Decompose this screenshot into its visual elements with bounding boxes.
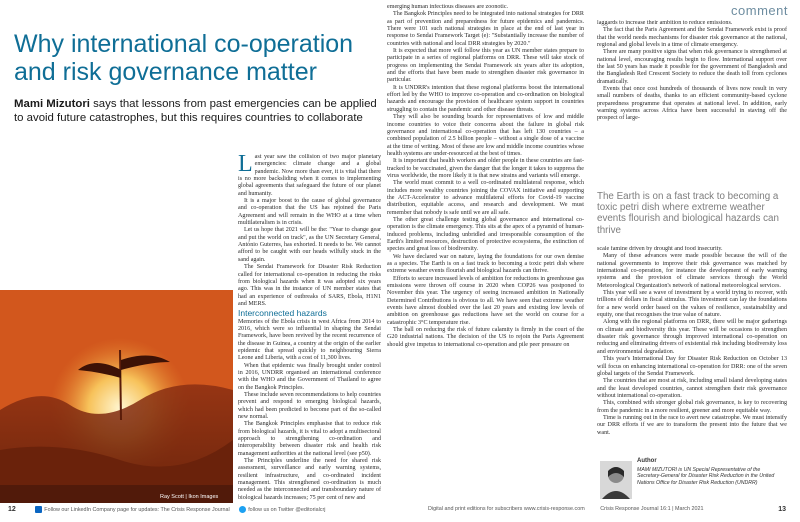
col3b-para-7: Time is running out in the race to avert new catastrophe. We must intensify our DRR efforts if we are to transform the present into the future that we want. xyxy=(597,414,787,436)
col2-para-5: It is important that health workers and older people in these countries are fast-tracked to be vaccinated, given the danger that the longer it takes to suppress the virus worldwide, the more likely it is that new strains and variants will emerge. xyxy=(387,158,584,179)
twitter-icon xyxy=(239,506,246,513)
col2-para-3: It is UNDRR's intention that these regional platforms boost the international effort led by the WHO to improve co-operation and co-ordination on biological hazards and encourage the provision of healthcare system support in countries struggling to contain the pandemic and other disease threats. xyxy=(387,84,584,113)
col1b-para-2: These include seven recommendations to help countries prevent and respond to emerging biological hazards, which had been predicted to become part of the so-called new normal. xyxy=(238,392,381,421)
col2-para-8: We have declared war on nature, laying the foundations for our own demise as a species. The Earth is on a fast track to becoming a toxic petri dish where extreme weather events flourish and biological hazards can thrive. xyxy=(387,253,584,275)
dropcap: L xyxy=(238,154,253,177)
col2-para-4: They will also be sounding boards for representatives of low and middle income countries to voice their concerns about the failure in global risk governance and international co-operation that has left 130 countries – a combined population of 2.5 billion people – without a single dose of a vaccine at the time of writing. Most of these are low and middle income countries whose health systems are under-resourced at the best of times. xyxy=(387,114,584,157)
column-2 xyxy=(387,4,584,504)
linkedin-link[interactable]: Follow our LinkedIn Company page for updates: The Crisis Response Journal xyxy=(35,507,231,513)
col2-para-7: The other great challenge testing global governance and international co-operation is the climate emergency. This sits at the apex of a pyramid of human-induced problems, including unbridled and irresponsible consumption of the Earth's limited resources, destruction of protective ecosystems, the extinction of species and great loss of biodiversity. xyxy=(387,216,584,253)
column-1 xyxy=(238,154,381,502)
twitter-link[interactable]: follow us on Twitter @editorialcrj xyxy=(239,507,325,513)
pull-quote: The Earth is on a fast track to becoming a toxic petri dish where extreme weather events flourish and biological hazards can thrive xyxy=(597,191,779,236)
section-tag: comment xyxy=(731,3,788,18)
col3b-para-2: This year will see a wave of investment by a world trying to recover, with trillions of dollars in fiscal stimulus. This investment can lay the foundations for a new world order based on the values of resilience, sustainability and equity, one that recognises the true value of nature. xyxy=(597,290,787,319)
col1-para-3: The Sendai Framework for Disaster Risk Reduction called for international co-operation in reducing the risks from biological hazards when it was adopted six years ago. This was in the instance of UN member states that had an experience of outbreaks of SARS, Ebola, H1N1 and MERS. xyxy=(238,264,381,307)
standfirst-text: says that lessons from past emergencies can be applied to avoid future catastrophes, but this requires countries to collaborate xyxy=(14,98,377,124)
subhead-interconnected-hazards: Interconnected hazards xyxy=(238,308,327,319)
photo-credit: Ray Scott | Ikon Images xyxy=(160,494,219,500)
col2-para-0: emerging human infectious diseases are zoonotic. xyxy=(387,4,509,10)
col3-para-0: laggards to increase their ambition to reduce emissions. xyxy=(597,20,733,26)
col2-para-6: The world must commit to a well co-ordinated multilateral response, which includes more wealthy countries joining the COVAX initiative and supporting the ACT-Accelerator to advance multilateral efforts for Covid-19 vaccine distribution, equitable access, and research and development. We must remember that nobody is safe until we are all safe. xyxy=(387,180,584,216)
author-bio: MAMI MIZUTORI is UN Special Representative of the Secretary-General for Disaster Risk Reduction in the United Nations Office for Disaster Risk Reduction (UNDRR) xyxy=(637,467,775,486)
col1b-para-4: The Principles underline the need for shared risk assessment, surveillance and early warning systems, resilient infrastructure, and co-ordinated incident management. This strengthened co-ordination is much needed as the interconnected and transboundary nature of biological hazards increases; 75 per cent of new and xyxy=(238,458,381,501)
col2-para-2: It is expected that more will follow this year as UN member states prepare to participate in a series of regional platforms on DRR. These will take stock of progress on implementing the Sendai Framework six years after its adoption, and the efforts that have been made to strengthen disaster risk governance in particular. xyxy=(387,48,584,84)
col3b-para-1: Many of these advances were made possible because the will of the national governments to improve their risk governance was matched by international co-operation, for instance the development of early warning systems and the provision of climate services through the World Meteorological Organization's network of national meteorological services. xyxy=(597,253,787,289)
journal-issue: Crisis Response Journal 16:1 | March 2021 xyxy=(600,506,704,512)
linkedin-icon xyxy=(35,506,42,513)
col1-para-2: Let us hope that 2021 will be the: "Year to change gear and put the world on track", as the UN Secretary General, António Guterres, has exhorted. It needs to be. We cannot afford to be caught with our heads wilfully stuck in the sand again. xyxy=(238,227,381,263)
col3-para-1: The fact that the Paris Agreement and the Sendai Framework exist is proof that the world needs mechanisms for disaster risk governance at the national, regional and global levels in a time of climate emergency. xyxy=(597,27,787,49)
col2-para-10: The ball on reducing the risk of future calamity is firmly in the court of the G20 industrial nations. The decision of the US to rejoin the Paris Agreement should give impetus to international co-operation and pile peer pressure on xyxy=(387,327,584,348)
footer-right xyxy=(428,506,792,522)
author-portrait xyxy=(600,461,632,499)
column-3-top xyxy=(597,20,787,186)
illustration-sunset-globe xyxy=(0,290,233,503)
col3-para-2: There are many positive signs that when risk governance is strengthened at national level, encouraging results begin to flow. International support over the last 50 years has made it possible for the government of Bangladesh and the Bangladesh Red Crescent Society to reduce the death toll from cyclones dramatically. xyxy=(597,49,787,85)
col1b-para-0: Memories of the Ebola crisis in west Africa from 2014 to 2016, which were so influential in shaping the Sendai Framework, have been revived by the recent recurrence of the disease in Guinea, a country at the origin of the earlier epidemic that spread quickly to neighbouring Sierra Leone and Liberia, with a cost of 11,300 lives. xyxy=(238,318,381,362)
col2-para-9: Efforts to secure increased levels of ambition for reductions in greenhouse gas emissions were thrown off course in 2020 when COP26 was postponed to November this year. The urgency of seeing increased ambition in Nationally Determined Contributions is obvious to all. We have seen that extreme weather events have almost doubled over the last 20 years and existing low levels of ambition on greenhouse gas reductions have set the world on course for a catastrophic 3°C temperature rise. xyxy=(387,275,584,326)
author-photo xyxy=(600,461,632,499)
page-number-right: 13 xyxy=(778,506,786,513)
illustration-art xyxy=(0,290,233,503)
col3b-para-5: The countries that are most at risk, including small island developing states and the least developed countries, cannot strengthen their risk governance without international co-operation. xyxy=(597,378,787,399)
standfirst xyxy=(14,97,384,125)
col1b-para-1: When that epidemic was finally brought under control in 2016, UNDRR organised an international conference with the WHO and the Government of Thailand to agree on the Bangkok Principles. xyxy=(238,362,381,391)
col3b-para-3: Along with the regional platforms on DRR, there will be major gatherings on climate and biodiversity this year. These will be occasions to strengthen disaster risk governance through improved international co-operation on reducing and eliminating drivers of existential risk including biodiversity loss and environmental degradation. xyxy=(597,319,787,355)
col2-para-1: The Bangkok Principles need to be integrated into national strategies for DRR as part of prevention and preparedness for future epidemics and pandemics. There were 101 such national strategies in place at the end of last year in response to Sendai Framework Target (e): "Substantially increase the number of countries with national and local DRR strategies by 2020." xyxy=(387,11,584,47)
col1b-para-3: The Bangkok Principles emphasise that to reduce risk from biological hazards, it is vital to adopt a multisectoral approach to strengthening co-ordination and interoperability between disaster risk and health risk management authorities at the national level (see p50). xyxy=(238,421,381,457)
page-number-left: 12 xyxy=(8,506,16,513)
footer-left xyxy=(8,506,398,522)
standfirst-author: Mami Mizutori xyxy=(14,98,90,110)
col1-para-0: Last year saw the collision of two major planetary emergencies: climate change and a global pandemic. Now more than ever, it is vital that there is no more backsliding when it comes to implementing global agreements that safeguard the future of our planet and humanity. xyxy=(238,154,381,197)
digital-editions-link[interactable]: Digital and print editions for subscribers www.crisis-response.com xyxy=(428,506,585,512)
col3-para-3: Events that once cost hundreds of thousands of lives now result in very small numbers of deaths, thanks to an efficient community-based cyclone preparedness programme that operates at national level. In addition, early warning systems across Africa have been successful in staving off the prospect of large- xyxy=(597,86,787,122)
author-label: Author xyxy=(637,458,657,464)
column-3-bottom xyxy=(597,246,787,456)
article-headline: Why international co-operation and risk governance matter xyxy=(14,30,354,86)
col3b-para-6: This, combined with stronger global risk governance, is key to recovering from the pandemic in a more resilient, greener and more equitable way. xyxy=(597,400,787,414)
col1-para-1: It is a major boost to the cause of global governance and co-operation that the US has rejoined the Paris Agreement and will remain in the WHO at a time when multilateralism is in crisis. xyxy=(238,198,381,227)
col3b-para-4: This year's International Day for Disaster Risk Reduction on October 13 will focus on enhancing international co-operation for DRR: one of the seven global targets of the Sendai Framework. xyxy=(597,356,787,377)
col3b-para-0: scale famine driven by drought and food insecurity. xyxy=(597,246,723,252)
